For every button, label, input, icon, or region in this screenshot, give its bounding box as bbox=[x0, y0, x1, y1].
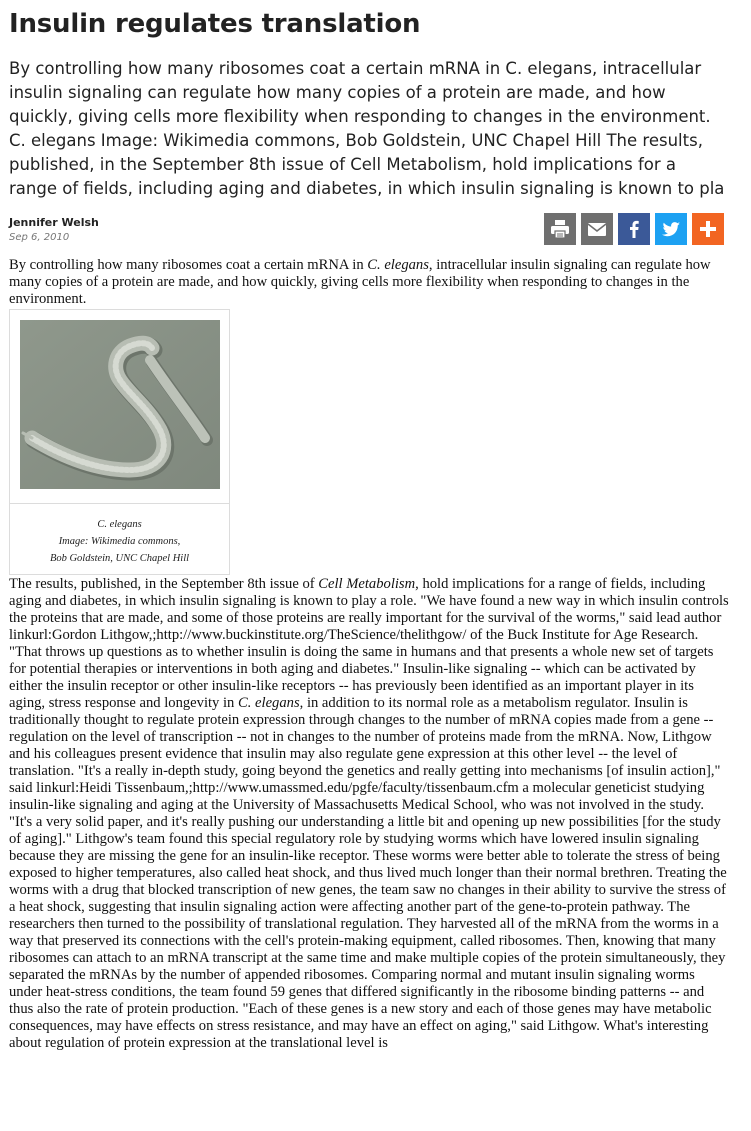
body-text-3: , in addition to its normal role as a metabolism regulator. Insulin is traditionally thought to regulate protein expression through changes to the number of mRNA copies made from a gene -- regulation on the level of transcription -- not in changes to the number of proteins made from the mRNA. Now, Lithgow and his colleagues present evidence that insulin may also regulate gene expression at this other level -- the level of translation. "It's a really in-depth study, going beyond the genetics and really getting into mechanisms [of insulin action]," said linkurl:Heidi Tissenbaum,;http://www.umassmed.edu/pgfe/faculty/tissenbaum.cfm a molecular geneticist studying insulin-like signaling and aging at the University of Massachusetts Medical School, who was not involved in the study. "It's a very solid paper, and it's really pushing our understanding a little bit and opening up new possibilities [for the study of aging]." Lithgow's team found this special regulatory role by studying worms which have lowered insulin signaling because they are missing the gene for an insulin-like receptor. These worms were better able to tolerate the stress of being exposed to higher temperatures, also called heat shock, and thus lived much longer than their normal brethren. Treating the worms with a drug that blocked transcription of new genes, the team saw no changes in their ability to survive the stress of a heat shock, suggesting that insulin signaling action were affecting another part of the gene-to-protein pathway. The researchers then turned to the possibility of translational regulation. They harvested all of the mRNA from the worms in a way that preserved its connections with the cell's protein-making equipment, called ribosomes. Then, knowing that many ribosomes can attach to an mRNA transcript at the same time and make multiple copies of the protein simultaneously, they separated the mRNAs by the number of appended ribosomes. Comparing normal and mutant insulin signaling worms under heat-stress conditions, the team found 59 genes that differed significantly in the ribosome binding patterns -- and thus also the rate of protein production. "Each of these genes is a new story and each of those genes may have metabolic consequences, may have effects on stress resistance, and may have an effect on aging," said Lithgow. What's interesting about regulation of protein expression at the translational level is bbox=[9, 695, 727, 1051]
article-summary: By controlling how many ribosomes coat a certain mRNA in C. elegans, intracellular insulin signaling can regulate how many copies of a protein are made, and how quickly, giving cells more flexibility when responding to changes in the environment. C. elegans Image: Wikimedia commons, Bob Goldstein, UNC Chapel Hill The results, published, in the September 8th issue of Cell Metabolism, hold implications for a range of fields, including aging and diabetes, in which insulin signaling is known to pla bbox=[9, 59, 725, 198]
plus-icon bbox=[697, 218, 719, 240]
share-toolbar bbox=[544, 213, 724, 245]
figure-caption bbox=[10, 516, 229, 567]
envelope-icon bbox=[586, 218, 608, 240]
facebook-share-button[interactable] bbox=[618, 213, 650, 245]
article-lead bbox=[9, 257, 725, 308]
body-text-1: The results, published, in the September 8th issue of bbox=[9, 576, 319, 592]
twitter-icon bbox=[660, 218, 682, 240]
email-button[interactable] bbox=[581, 213, 613, 245]
twitter-share-button[interactable] bbox=[655, 213, 687, 245]
article-title: Insulin regulates translation bbox=[9, 9, 421, 39]
lead-text-1: By controlling how many ribosomes coat a certain mRNA in bbox=[9, 257, 368, 273]
body-text-2: , hold implications for a range of fields, including aging and diabetes, in which insulin signaling is known to play a role. "We have found a new way in which insulin controls the proteins that are made, and some of those proteins are really important for the survival of the worms," said lead author linkurl:Gordon Lithgow,;http://www.buckinstitute.org/TheScience/thelithgow/ of the Buck Institute for Age Research. "That throws up questions as to whether insulin is doing the same in humans and that presents a whole new set of targets for potential therapies or interventions in both aging and diabetes." Insulin-like signaling -- which can be activated by either the insulin receptor or other insulin-like receptors -- has previously been identified as an important player in its aging, stress response and longevity in bbox=[9, 576, 729, 711]
c-elegans-illustration bbox=[20, 320, 220, 489]
caption-credit-2: Bob Goldstein, UNC Chapel Hill bbox=[49, 553, 190, 564]
figure-divider bbox=[10, 503, 229, 504]
body-species-name: C. elegans bbox=[238, 695, 300, 711]
journal-name: Cell Metabolism bbox=[318, 576, 416, 592]
caption-species: C. elegans bbox=[97, 519, 142, 530]
caption-credit-1: Image: Wikimedia commons, bbox=[58, 536, 181, 547]
article-body bbox=[9, 576, 729, 1052]
facebook-icon bbox=[623, 218, 645, 240]
lead-text-2: , intracellular insulin signaling can regulate how many copies of a protein are made, and how quickly, giving cells more flexibility when responding to changes in the environment. bbox=[9, 257, 711, 307]
lead-species-name: C. elegans bbox=[367, 257, 429, 273]
more-share-button[interactable] bbox=[692, 213, 724, 245]
author-name[interactable]: Jennifer Welsh bbox=[9, 216, 99, 229]
printer-icon bbox=[549, 218, 571, 240]
article-figure bbox=[9, 309, 230, 575]
worm-image[interactable] bbox=[20, 320, 220, 489]
publish-date: Sep 6, 2010 bbox=[9, 232, 70, 243]
print-button[interactable] bbox=[544, 213, 576, 245]
